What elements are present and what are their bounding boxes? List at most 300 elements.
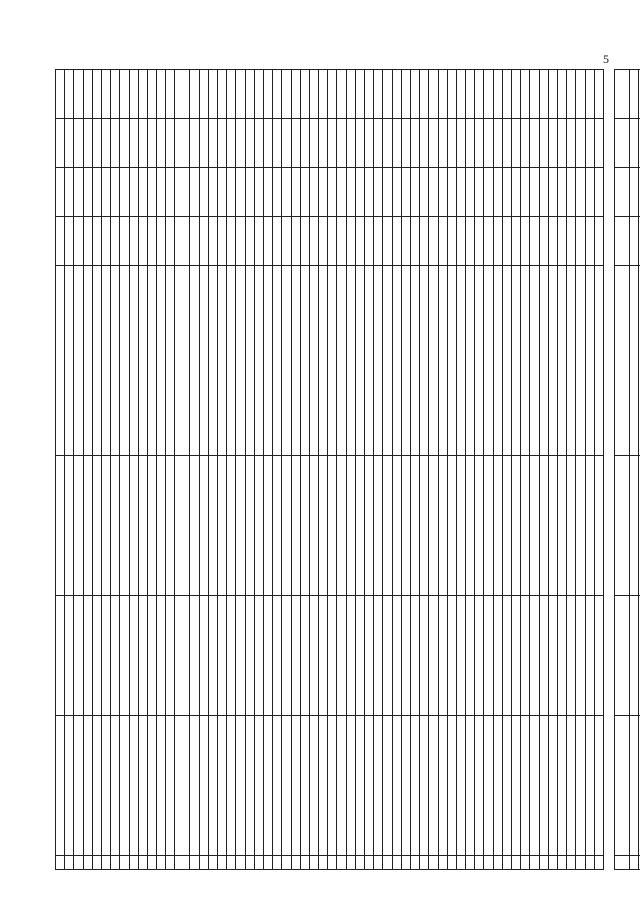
network-name [557,716,566,856]
address [576,266,585,456]
row-number [175,856,190,870]
owner-name [383,596,392,716]
network-name [420,716,429,856]
object-name [548,456,557,596]
object-name [273,456,282,596]
value-4 [65,70,74,119]
network-name [319,716,328,856]
value-1 [291,217,300,266]
row-number [263,856,272,870]
value-1 [236,217,245,266]
object-name [629,456,638,596]
owner-name [401,596,410,716]
network-name [438,716,447,856]
network-name [83,716,92,856]
table-row [300,70,309,870]
value-1 [111,217,120,266]
row-number [190,856,199,870]
value-4 [585,70,594,119]
row-number [291,856,300,870]
value-3 [512,119,521,168]
value-4 [365,70,374,119]
value-1 [530,217,539,266]
value-1 [208,217,217,266]
value-1 [254,217,263,266]
value-1 [539,217,548,266]
owner-name [567,596,576,716]
table-row [273,70,282,870]
row-number [227,856,236,870]
value-3 [328,119,337,168]
network-name [120,716,129,856]
object-name [567,456,576,596]
value-4 [245,70,254,119]
value-3 [447,119,456,168]
value-4 [576,70,585,119]
address [157,266,166,456]
address [138,266,147,456]
value-4 [337,70,346,119]
value-4 [484,70,493,119]
object-name [383,456,392,596]
owner-name [175,596,190,716]
value-2 [65,168,74,217]
row-number [530,856,539,870]
object-name [227,456,236,596]
value-2 [175,168,190,217]
value-1 [567,217,576,266]
value-4 [447,70,456,119]
network-name [190,716,199,856]
value-4 [410,70,419,119]
table-row [166,70,175,870]
owner-name [208,596,217,716]
value-1 [401,217,410,266]
value-3 [374,119,383,168]
row-number [355,856,364,870]
network-name [502,716,511,856]
value-2 [111,168,120,217]
value-2 [129,168,138,217]
value-2 [319,168,328,217]
row-number [65,856,74,870]
value-1 [282,217,291,266]
value-1 [175,217,190,266]
value-4 [539,70,548,119]
value-3 [147,119,156,168]
value-1 [319,217,328,266]
table-row [190,70,199,870]
value-3 [576,119,585,168]
owner-name [218,596,227,716]
address [355,266,364,456]
table-row [355,70,364,870]
table-row [138,70,147,870]
value-3 [236,119,245,168]
value-1 [365,217,374,266]
row-number [629,856,638,870]
row-number [383,856,392,870]
value-2 [502,168,511,217]
value-1 [227,217,236,266]
address [254,266,263,456]
network-name [374,716,383,856]
value-3 [300,119,309,168]
network-name [56,716,65,856]
value-3 [355,119,364,168]
network-name [530,716,539,856]
value-2 [218,168,227,217]
address [101,266,110,456]
object-name [282,456,291,596]
address [585,266,594,456]
value-4 [438,70,447,119]
value-2 [346,168,355,217]
table-row [567,70,576,870]
row-number [576,856,585,870]
value-1 [484,217,493,266]
value-4 [594,70,603,119]
address [175,266,190,456]
table-row [401,70,410,870]
network-name [614,716,629,856]
value-2 [101,168,110,217]
row-number [74,856,83,870]
address [199,266,208,456]
value-2 [429,168,438,217]
address [190,266,199,456]
row-number [129,856,138,870]
object-name [129,456,138,596]
address [374,266,383,456]
owner-name [493,596,502,716]
value-3 [383,119,392,168]
value-3 [392,119,401,168]
address [502,266,511,456]
owner-name [147,596,156,716]
value-4 [236,70,245,119]
table-row [147,70,156,870]
row-number [138,856,147,870]
value-1 [548,217,557,266]
table-body [56,70,640,870]
table-row [129,70,138,870]
value-4 [392,70,401,119]
object-name [157,456,166,596]
owner-name [138,596,147,716]
value-3 [493,119,502,168]
value-2 [576,168,585,217]
table-row [530,70,539,870]
object-name [614,456,629,596]
network-name [208,716,217,856]
row-number [111,856,120,870]
owner-name [83,596,92,716]
value-3 [530,119,539,168]
value-3 [548,119,557,168]
object-name [337,456,346,596]
owner-name [557,596,566,716]
value-2 [157,168,166,217]
address [539,266,548,456]
owner-name [576,596,585,716]
table-row [74,70,83,870]
table-row [337,70,346,870]
owner-name [245,596,254,716]
row-number [594,856,603,870]
table-row [83,70,92,870]
address [392,266,401,456]
value-1 [629,217,638,266]
table-row [263,70,272,870]
row-number [557,856,566,870]
table-row [120,70,129,870]
owner-name [346,596,355,716]
value-3 [175,119,190,168]
table-row [585,70,594,870]
table-row [438,70,447,870]
value-1 [263,217,272,266]
value-2 [447,168,456,217]
object-name [355,456,364,596]
address [420,266,429,456]
network-name [101,716,110,856]
value-2 [138,168,147,217]
address [319,266,328,456]
value-4 [530,70,539,119]
network-name [475,716,484,856]
address [263,266,272,456]
value-4 [557,70,566,119]
row-number [337,856,346,870]
value-1 [603,217,614,266]
address [346,266,355,456]
row-number [236,856,245,870]
network-name [585,716,594,856]
value-3 [337,119,346,168]
network-name [603,716,614,856]
row-number [521,856,530,870]
value-1 [157,217,166,266]
value-1 [101,217,110,266]
address [120,266,129,456]
address [365,266,374,456]
address [300,266,309,456]
network-name [245,716,254,856]
owner-name [291,596,300,716]
object-name [603,456,614,596]
value-2 [227,168,236,217]
row-number [328,856,337,870]
owner-name [530,596,539,716]
value-2 [557,168,566,217]
value-4 [166,70,175,119]
row-number [438,856,447,870]
owner-name [475,596,484,716]
value-4 [346,70,355,119]
rotated-table [55,69,640,870]
network-name [254,716,263,856]
owner-name [157,596,166,716]
network-name [157,716,166,856]
value-1 [138,217,147,266]
object-name [120,456,129,596]
value-2 [401,168,410,217]
value-3 [199,119,208,168]
address [309,266,318,456]
table-row [218,70,227,870]
owner-name [392,596,401,716]
value-2 [585,168,594,217]
owner-name [512,596,521,716]
table-row [484,70,493,870]
object-name [512,456,521,596]
table-row [65,70,74,870]
value-2 [263,168,272,217]
table-row [521,70,530,870]
value-1 [502,217,511,266]
value-4 [567,70,576,119]
address [512,266,521,456]
value-3 [129,119,138,168]
table-row [199,70,208,870]
row-number [447,856,456,870]
value-1 [383,217,392,266]
address [218,266,227,456]
value-1 [190,217,199,266]
network-name [273,716,282,856]
value-2 [512,168,521,217]
row-number [392,856,401,870]
table-row [157,70,166,870]
network-name [309,716,318,856]
value-3 [456,119,465,168]
object-name [466,456,475,596]
owner-name [410,596,419,716]
value-3 [429,119,438,168]
address [466,266,475,456]
network-name [346,716,355,856]
table-row [236,70,245,870]
owner-name [199,596,208,716]
value-1 [466,217,475,266]
owner-name [355,596,364,716]
row-number [208,856,217,870]
address [475,266,484,456]
value-1 [521,217,530,266]
object-name [594,456,603,596]
address [129,266,138,456]
value-1 [475,217,484,266]
value-4 [254,70,263,119]
owner-name [603,596,614,716]
object-name [101,456,110,596]
network-name [282,716,291,856]
object-name [166,456,175,596]
address [521,266,530,456]
value-3 [74,119,83,168]
table-row [309,70,318,870]
owner-name [111,596,120,716]
value-3 [227,119,236,168]
owner-name [629,596,638,716]
value-4 [120,70,129,119]
owner-name [120,596,129,716]
object-name [175,456,190,596]
object-name [484,456,493,596]
section-header-row [175,70,190,870]
value-2 [199,168,208,217]
row-number [420,856,429,870]
network-name [111,716,120,856]
table-row [383,70,392,870]
value-2 [567,168,576,217]
table-row [92,70,101,870]
row-number [466,856,475,870]
value-4 [111,70,120,119]
value-2 [273,168,282,217]
owner-name [521,596,530,716]
row-number [245,856,254,870]
value-1 [92,217,101,266]
value-2 [438,168,447,217]
value-3 [484,119,493,168]
value-4 [138,70,147,119]
value-3 [521,119,530,168]
address [291,266,300,456]
value-4 [147,70,156,119]
table-row [539,70,548,870]
table-row [227,70,236,870]
object-name [429,456,438,596]
object-name [236,456,245,596]
owner-name [429,596,438,716]
value-4 [456,70,465,119]
table-row [291,70,300,870]
table-row [392,70,401,870]
row-number [603,856,614,870]
row-number [365,856,374,870]
value-2 [337,168,346,217]
owner-name [190,596,199,716]
network-name [65,716,74,856]
object-name [300,456,309,596]
row-number [539,856,548,870]
owner-name [456,596,465,716]
value-1 [147,217,156,266]
table-row [56,70,65,870]
object-name [319,456,328,596]
owner-name [227,596,236,716]
table-row [420,70,429,870]
address [56,266,65,456]
owner-name [594,596,603,716]
value-4 [74,70,83,119]
network-name [539,716,548,856]
object-name [218,456,227,596]
value-2 [484,168,493,217]
value-4 [493,70,502,119]
value-3 [365,119,374,168]
value-1 [273,217,282,266]
row-number [282,856,291,870]
value-3 [263,119,272,168]
network-name [466,716,475,856]
object-name [438,456,447,596]
row-number [475,856,484,870]
row-number [254,856,263,870]
value-4 [56,70,65,119]
